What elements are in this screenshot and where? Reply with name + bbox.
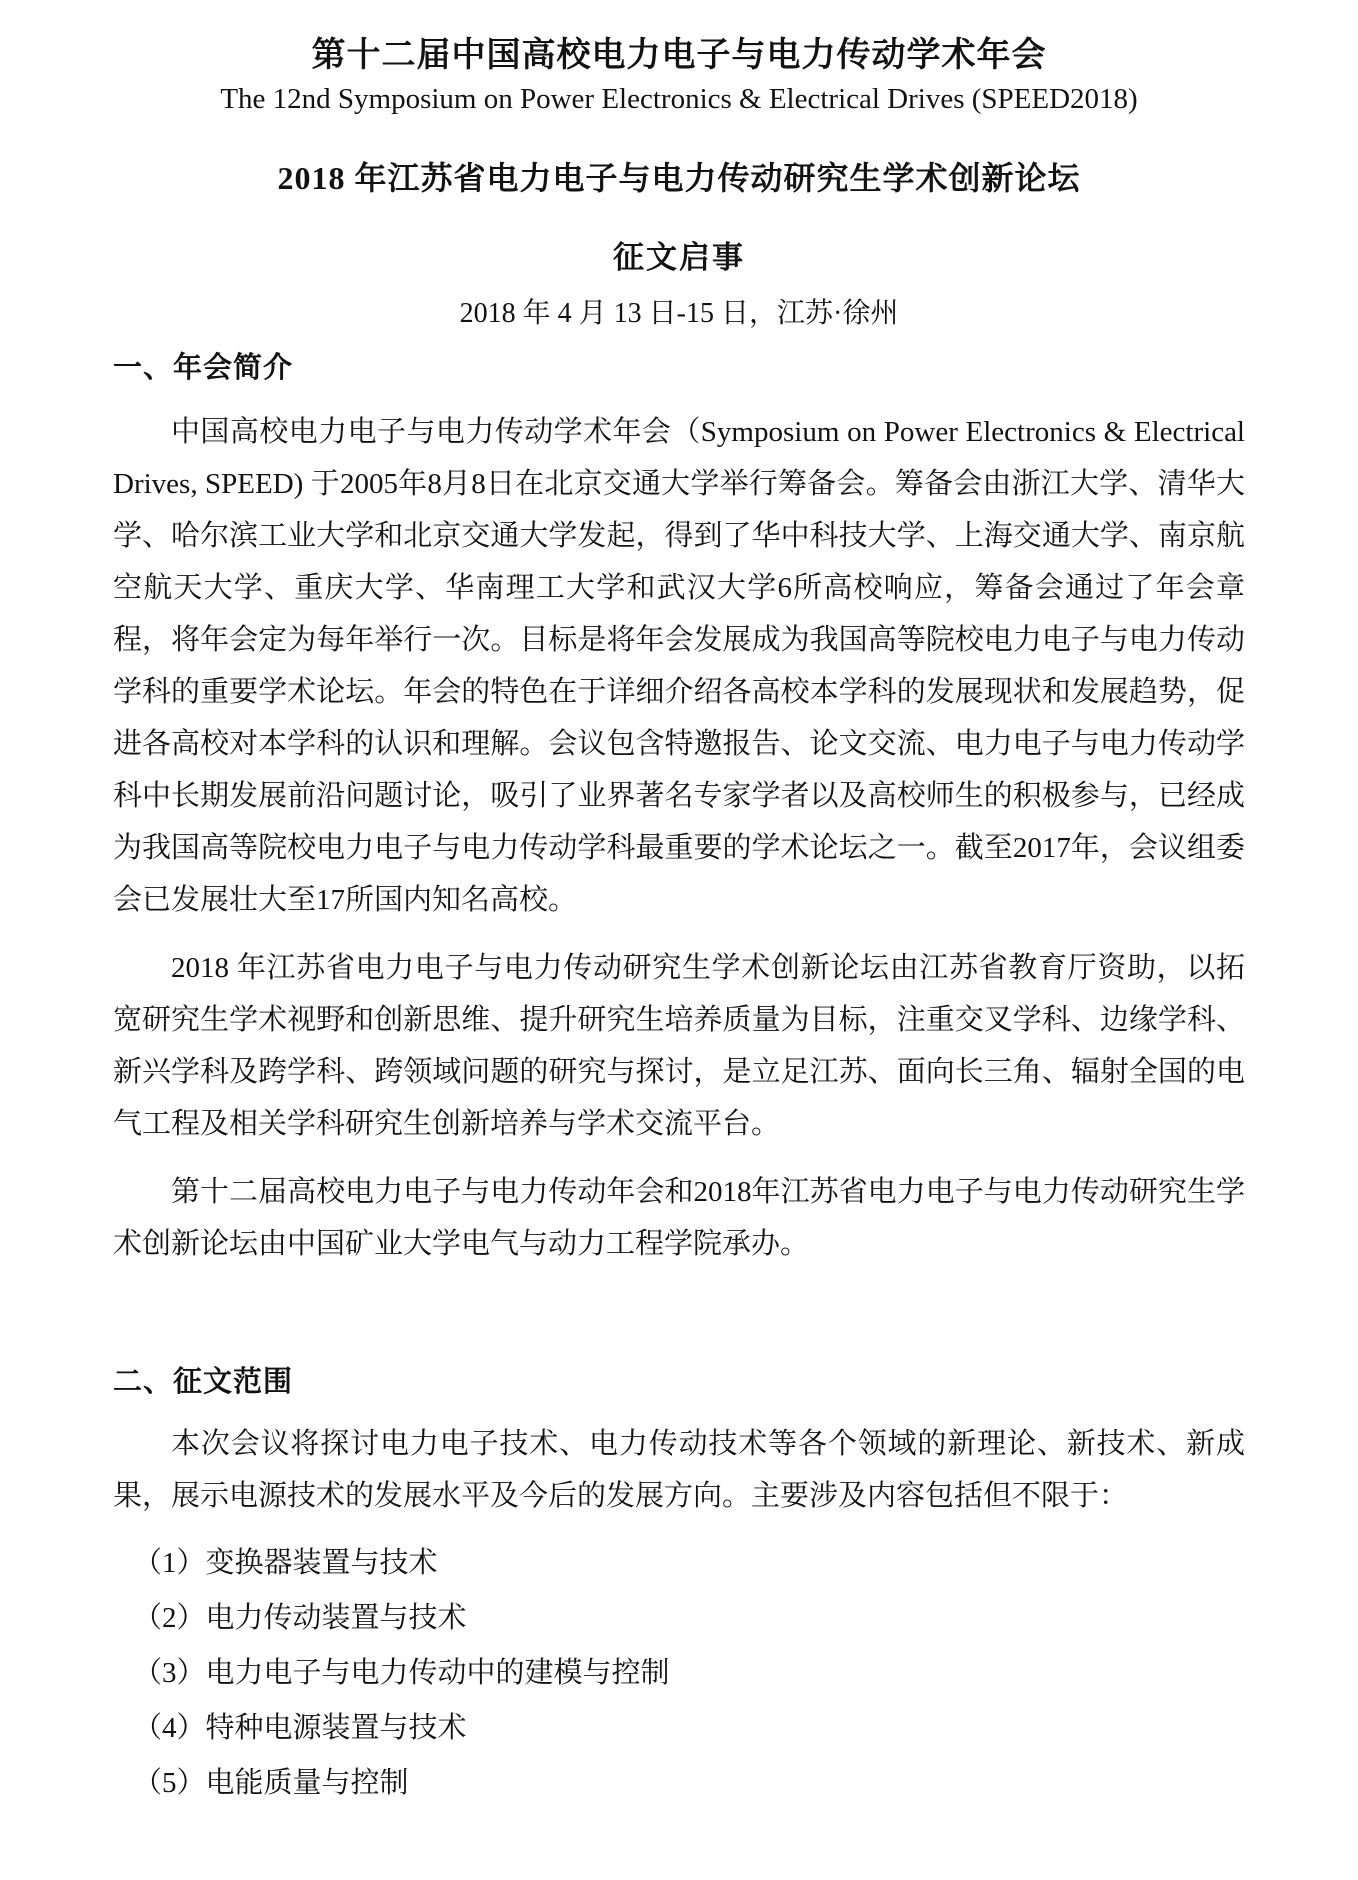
document-header — [113, 34, 1245, 332]
scope-intro-paragraph: 本次会议将探讨电力电子技术、电力传动技术等各个领域的新理论、新技术、新成果，展示电源技术的发展水平及今后的发展方向。主要涉及内容包括但不限于： — [113, 1428, 1245, 1512]
introduction-paragraph-3: 第十二届高校电力电子与电力传动年会和2018年江苏省电力电子与电力传动研究生学术创新论坛由中国矿业大学电气与动力工程学院承办。 — [113, 1176, 1245, 1260]
scope-topic-item-2: （2）电力传动装置与技术 — [133, 1602, 467, 1634]
scope-topic-list — [113, 1536, 1245, 1811]
scope-topic-item-5: （5）电能质量与控制 — [133, 1767, 409, 1799]
introduction-paragraph-1: 中国高校电力电子与电力传动学术年会（Symposium on Power Electronics & Electrical Drives, SPEED) 于2005年8月8日在北京交通大学举行筹备会。筹备会由浙江大学、清华大学、哈尔滨工业大学和北京交通大学发起，得到了华中科技大学、上海交通大学、南京航空航天大学、重庆大学、华南理工大学和武汉大学6所高校响应，筹备会通过了年会章程，将年会定为每年举行一次。目标是将年会发展成为我国高等院校电力电子与电力传动学科的重要学术论坛。年会的特色在于详细介绍各高校本学科的发展现状和发展趋势，促进各高校对本学科的认识和理解。会议包含特邀报告、论文交流、电力电子与电力传动学科中长期发展前沿问题讨论，吸引了业界著名专家学者以及高校师生的积极参与，已经成为我国高等院校电力电子与电力传动学科最重要的学术论坛之一。截至2017年，会议组委会已发展壮大至17所国内知名高校。 — [113, 416, 1245, 916]
conference-title-en: The 12nd Symposium on Power Electronics & Electrical Drives (SPEED2018) — [220, 83, 1138, 115]
section-heading-introduction: 一、年会简介 — [113, 352, 294, 384]
scope-topic-item-3: （3）电力电子与电力传动中的建模与控制 — [133, 1657, 670, 1689]
introduction-paragraph-2: 2018 年江苏省电力电子与电力传动研究生学术创新论坛由江苏省教育厅资助，以拓宽研究生学术视野和创新思维、提升研究生培养质量为目标，注重交叉学科、边缘学科、新兴学科及跨学科、跨领域问题的研究与探讨，是立足江苏、面向长三角、辐射全国的电气工程及相关学科研究生创新培养与学术交流平台。 — [113, 952, 1245, 1140]
call-for-papers-title: 征文启事 — [613, 240, 745, 275]
conference-title-cn: 第十二届中国高校电力电子与电力传动学术年会 — [311, 37, 1047, 74]
scope-topic-item-4: （4）特种电源装置与技术 — [133, 1712, 467, 1744]
event-dateline: 2018 年 4 月 13 日-15 日，江苏·徐州 — [459, 298, 899, 329]
section-introduction — [113, 348, 1245, 1270]
scope-topic-item-1: （1）变换器装置与技术 — [133, 1547, 438, 1579]
forum-title: 2018 年江苏省电力电子与电力传动研究生学术创新论坛 — [277, 160, 1081, 196]
section-scope — [113, 1362, 1245, 1811]
section-heading-scope: 二、征文范围 — [113, 1366, 294, 1398]
